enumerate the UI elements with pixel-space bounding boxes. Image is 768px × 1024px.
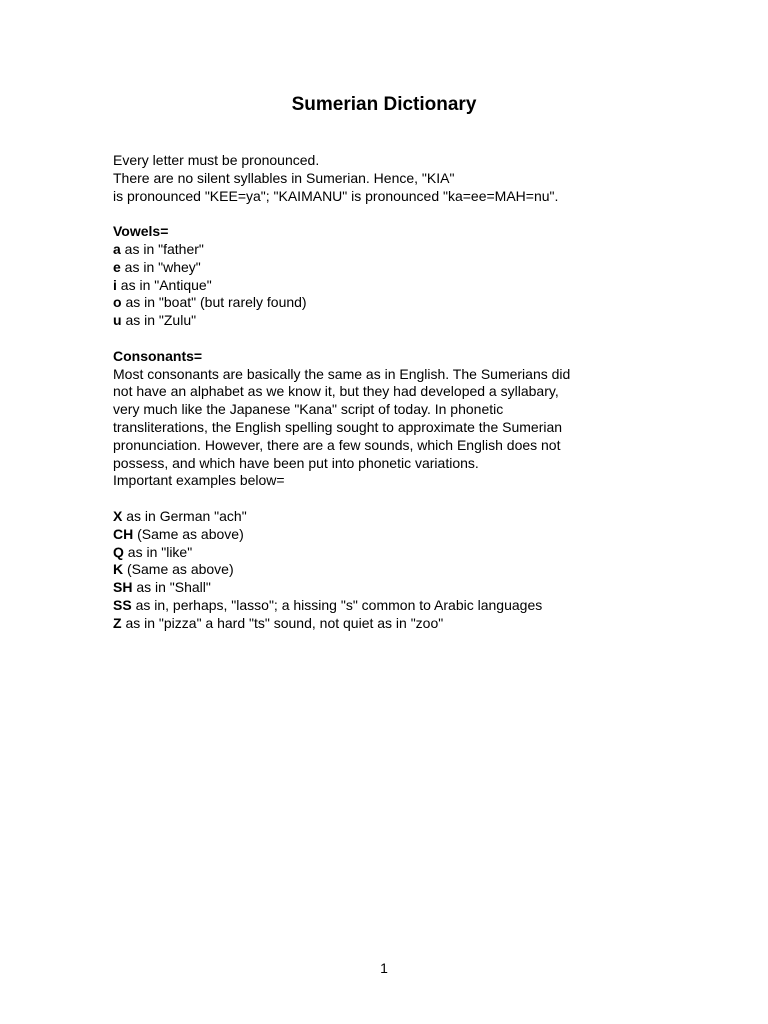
- consonant-description: as in "Shall": [132, 579, 211, 596]
- consonant-letter: Q: [113, 543, 124, 560]
- consonant-letter: Z: [113, 614, 122, 631]
- intro-line: is pronounced "KEE=ya"; "KAIMANU" is pronounced "ka=ee=MAH=nu".: [113, 187, 559, 204]
- consonant-description: as in German "ach": [122, 507, 247, 524]
- consonant-description: (Same as above): [123, 561, 234, 578]
- consonant-letter: X: [113, 507, 123, 524]
- consonants-paragraph-line: pronunciation. However, there are a few sounds, which English does not: [113, 436, 561, 453]
- consonant-description: as in "pizza" a hard "ts" sound, not quiet as in "zoo": [121, 614, 444, 631]
- page-title: Sumerian Dictionary: [291, 94, 477, 115]
- vowel-entry: [113, 241, 633, 259]
- spacer: [113, 330, 633, 348]
- consonants-heading: Consonants=: [113, 347, 203, 364]
- consonant-entry: [113, 579, 633, 597]
- consonants-paragraph-line: not have an alphabet as we know it, but they had developed a syllabary,: [113, 383, 559, 400]
- vowel-description: as in "whey": [120, 258, 201, 275]
- spacer: [113, 490, 633, 508]
- intro-line: Every letter must be pronounced.: [113, 152, 320, 168]
- consonant-description: as in, perhaps, "lasso"; a hissing "s" common to Arabic languages: [131, 596, 543, 613]
- consonant-entry: [113, 544, 633, 562]
- consonant-letter: SS: [113, 596, 132, 613]
- consonants-paragraph-line: Important examples below=: [113, 472, 285, 489]
- vowel-description: as in "Zulu": [121, 312, 197, 329]
- page-number: 1: [380, 960, 388, 976]
- consonants-paragraph-line: Most consonants are basically the same as in English. The Sumerians did: [113, 365, 571, 382]
- vowel-description: as in "Antique": [116, 276, 212, 293]
- vowel-entry: [113, 312, 633, 330]
- intro-line: There are no silent syllables in Sumerian. Hence, "KIA": [113, 169, 455, 186]
- consonant-letter: SH: [113, 579, 133, 596]
- document-body: [113, 152, 633, 633]
- consonant-entry: [113, 597, 633, 615]
- consonant-entry: [113, 508, 633, 526]
- vowel-letter: i: [113, 276, 117, 293]
- consonant-entry: [113, 526, 633, 544]
- consonants-paragraph-line: possess, and which have been put into phonetic variations.: [113, 454, 479, 471]
- consonant-description: (Same as above): [133, 525, 244, 542]
- consonant-entry: [113, 615, 633, 633]
- vowel-description: as in "boat" (but rarely found): [121, 294, 307, 311]
- vowel-entry: [113, 294, 633, 312]
- vowel-letter: e: [113, 258, 121, 275]
- vowel-entry: [113, 259, 633, 277]
- vowel-entry: [113, 277, 633, 295]
- vowel-letter: u: [113, 312, 122, 329]
- consonants-paragraph-line: very much like the Japanese "Kana" script of today. In phonetic: [113, 401, 504, 418]
- consonant-letter: K: [113, 561, 124, 578]
- consonant-entry: [113, 561, 633, 579]
- consonants-paragraph-line: transliterations, the English spelling sought to approximate the Sumerian: [113, 418, 563, 435]
- spacer: [113, 205, 633, 223]
- consonant-description: as in "like": [123, 543, 193, 560]
- vowel-letter: a: [113, 240, 121, 257]
- vowels-heading: Vowels=: [113, 223, 169, 240]
- vowel-description: as in "father": [120, 240, 204, 257]
- vowel-letter: o: [113, 294, 122, 311]
- consonant-letter: CH: [113, 525, 134, 542]
